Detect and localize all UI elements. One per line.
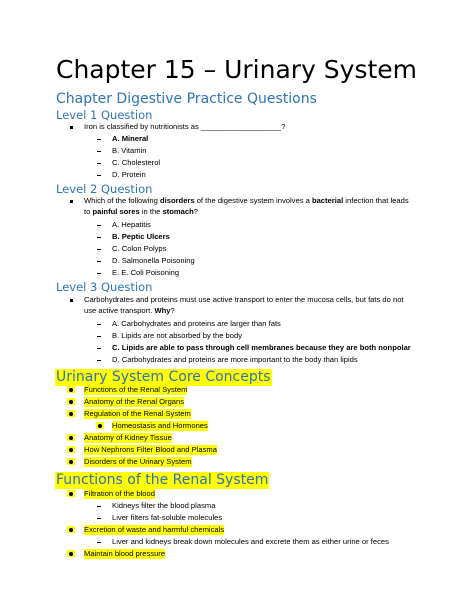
core-item-6: Disorders of the Urinary System (84, 457, 192, 466)
function-subitem-1: Kidneys filter the blood plasma (112, 501, 216, 510)
dash-bullet-icon (97, 506, 101, 507)
square-bullet-icon (70, 200, 73, 203)
level3-heading: Level 3 Question (56, 280, 153, 294)
square-bullet-icon (70, 299, 73, 302)
dash-bullet-icon (97, 237, 101, 238)
round-bullet-icon (67, 386, 75, 393)
dash-bullet-icon (97, 518, 101, 519)
level3-option-c: C. Lipids are able to pass through cell membranes because they are both nonpolar (112, 343, 411, 352)
dash-bullet-icon (97, 163, 101, 164)
level2-heading: Level 2 Question (56, 182, 153, 196)
level3-question-line2: use active transport. Why? (84, 306, 175, 315)
round-bullet-icon (67, 398, 75, 405)
level2-question-line2: to painful sores in the stomach? (84, 207, 198, 216)
dash-bullet-icon (97, 175, 101, 176)
dash-bullet-icon (97, 139, 101, 140)
round-bullet-icon (67, 434, 75, 441)
round-bullet-icon (67, 446, 75, 453)
dash-bullet-icon (97, 261, 101, 262)
function-item-3: Maintain blood pressure (84, 549, 166, 558)
core-item-3: Regulation of the Renal System (84, 409, 191, 418)
dash-bullet-icon (97, 249, 101, 250)
square-bullet-icon (70, 126, 73, 129)
level1-option-a: A. Mineral (112, 134, 149, 143)
dash-bullet-icon (97, 360, 101, 361)
level2-option-c: C. Colon Polyps (112, 244, 167, 253)
round-bullet-icon (67, 550, 75, 557)
core-item-5: How Nephrons Filter Blood and Plasma (84, 445, 217, 454)
function-item-1: Filtration of the blood (84, 489, 155, 498)
level1-option-b: B. Vitamin (112, 146, 147, 155)
level3-option-b: B. Lipids are not absorbed by the body (112, 331, 243, 340)
level3-question-line1: Carbohydrates and proteins must use active transport to enter the mucosa cells, but fats do not (84, 295, 404, 304)
level2-question-line1: Which of the following disorders of the digestive system involves a bacterial infection that leads (84, 196, 409, 205)
dash-bullet-icon (97, 336, 101, 337)
level2-option-a: A. Hepatitis (112, 220, 151, 229)
dash-bullet-icon (97, 348, 101, 349)
round-bullet-icon (67, 526, 75, 533)
function-item-2: Excretion of waste and harmful chemicals (84, 525, 225, 534)
core-item-1: Functions of the Renal System (84, 385, 188, 394)
round-bullet-icon (96, 422, 104, 429)
dash-bullet-icon (97, 542, 101, 543)
dash-bullet-icon (97, 225, 101, 226)
level3-option-a: A. Carbohydrates and proteins are larger than fats (112, 319, 281, 328)
core-item-4: Anatomy of Kidney Tissue (84, 433, 172, 442)
level1-heading: Level 1 Question (56, 108, 153, 122)
page-title: Chapter 15 – Urinary System (56, 55, 418, 84)
level2-option-e: E. E. Coli Poisoning (112, 268, 180, 277)
functions-heading: Functions of the Renal System (56, 472, 269, 488)
round-bullet-icon (67, 458, 75, 465)
level2-option-b: B. Peptic Ulcers (112, 232, 170, 241)
function-subitem-2: Liver filters fat-soluble molecules (112, 513, 223, 522)
core-item-2: Anatomy of the Renal Organs (84, 397, 185, 406)
level2-option-d: D. Salmonella Poisoning (112, 256, 195, 265)
dash-bullet-icon (97, 273, 101, 274)
dash-bullet-icon (97, 324, 101, 325)
core-subitem-1: Homeostasis and Hormones (112, 421, 208, 430)
round-bullet-icon (67, 490, 75, 497)
practice-heading: Chapter Digestive Practice Questions (56, 91, 317, 107)
level1-option-d: D. Protein (112, 170, 146, 179)
round-bullet-icon (67, 410, 75, 417)
dash-bullet-icon (97, 151, 101, 152)
core-concepts-heading: Urinary System Core Concepts (56, 369, 271, 385)
level1-question: Iron is classified by nutritionists as ___________________? (84, 122, 286, 131)
level1-option-c: C. Cholesterol (112, 158, 161, 167)
level3-option-d: D. Carbohydrates and proteins are more important to the body than lipids (112, 355, 358, 364)
function-subitem-3: Liver and kidneys break down molecules and excrete them as either urine or feces (112, 537, 389, 546)
